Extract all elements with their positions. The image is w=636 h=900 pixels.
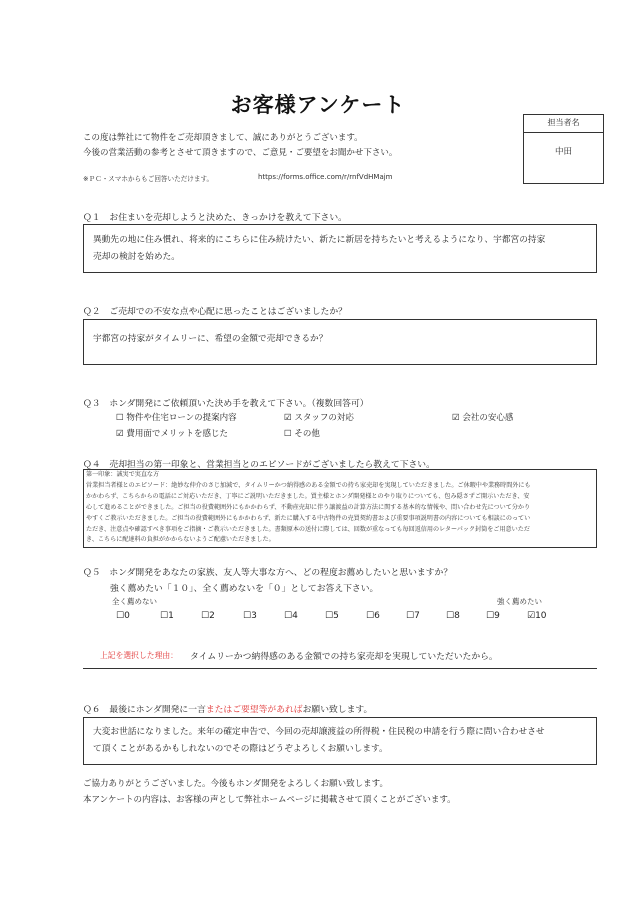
intro-line-1: この度は弊社にて物件をご売却頂きまして、誠にありがとうございます。 (83, 133, 363, 143)
q4-label: Ｑ４ 売却担当の第一印象と、営業担当とのエピソードがございましたら教えて下さい。 (83, 460, 435, 470)
q6-answer-line-1: 大変お世話になりました。来年の確定申告で、今回の売却譲渡益の所得税・住民税の申請を行う際に問い合わせさせ (93, 727, 545, 737)
q4-line: かかわらず、こちらからの電話にご対応いただき、丁寧にご説明いただきました。買主様とホンダ開発様とのやり取りについても、包み隠さずご開示いただき、安 (86, 492, 530, 500)
option-label: 会社の安心感 (462, 413, 514, 423)
q6-label-a: Ｑ６ 最後にホンダ開発に一言 (83, 705, 206, 715)
q4-line: やすくご教示いただきました。ご担当の役費範囲外にもかかわらず、新たに購入する中古物件の売買契約書および重要事項説明書の内容についても相談にのってい (86, 514, 531, 522)
intro-line-2: 今後の営業活動の参考とさせて頂きますので、ご意見・ご要望をお聞かせ下さい。 (83, 148, 398, 158)
staff-header: 担当者名 (524, 115, 603, 133)
q3-option-proposal[interactable] (116, 411, 237, 423)
scale-option-1[interactable] (160, 611, 174, 621)
online-note: ※ＰＣ・スマホからもご回答いただけます。 (83, 175, 214, 183)
q1-answer-line-1: 異動先の地に住み慣れ、将来的にこちらに住み続けたい、新たに新居を持ちたいと考えるようになり、宇都宮の持家 (93, 235, 546, 245)
checkbox-icon: ☐ (446, 611, 455, 621)
q2-answer-box (83, 319, 597, 365)
checkbox-icon: ☐ (201, 611, 210, 621)
scale-number: 8 (454, 611, 460, 621)
checkbox-icon: ☐ (160, 611, 169, 621)
survey-url[interactable]: https://forms.office.com/r/rnfVdHMajm (258, 173, 393, 181)
checkbox-icon: ☐ (366, 611, 375, 621)
q1-answer-box (83, 224, 597, 273)
closing-line-1: ご協力ありがとうございました。今後もホンダ開発をよろしくお願い致します。 (83, 779, 388, 789)
q4-line: 第一印象：誠実で実直な方 (86, 471, 160, 478)
reason-label: 上記を選択した理由： (100, 651, 178, 660)
scale-option-4[interactable] (284, 611, 298, 621)
q2-label: Ｑ２ ご売却での不安な点や心配に思ったことはございましたか？ (83, 307, 347, 317)
q3-option-cost[interactable] (116, 427, 228, 439)
scale-option-5[interactable] (325, 611, 339, 621)
scale-option-10[interactable] (527, 611, 547, 621)
q4-episode-box (83, 469, 597, 548)
checkbox-icon: ☐ (284, 429, 292, 439)
scale-number: 3 (251, 611, 257, 621)
checked-box-icon: ☑ (116, 429, 124, 439)
q5-label-1: Ｑ５ ホンダ開発をあなたの家族、友人等大事な方へ、どの程度お薦めしたいと思いますか？ (83, 568, 453, 578)
scale-number: 2 (209, 611, 215, 621)
q5-label-2: 強く薦めたい「１０」、全く薦めないを「０」としてお答え下さい。 (110, 584, 379, 594)
option-label: 費用面でメリットを感じた (126, 429, 228, 439)
option-label: 物件や住宅ローンの提案内容 (126, 413, 237, 423)
checked-box-icon: ☑ (284, 413, 292, 423)
scale-option-9[interactable] (486, 611, 500, 621)
scale-option-7[interactable] (406, 611, 420, 621)
option-label: スタッフの対応 (294, 413, 354, 423)
option-label: その他 (294, 429, 320, 439)
scale-option-0[interactable] (116, 611, 130, 621)
scale-high-label: 強く薦めたい (497, 597, 542, 606)
page-title: お客様アンケート (230, 93, 406, 117)
q4-line: 営業担当者様とのエピソード：絶妙な仲介のさじ加減で、タイムリーかつ納得感のある金額での持ち家売却を実現していただきました。ご休暇中や業務時間外にも (86, 481, 531, 489)
q4-line: ただき、注意点や確認すべき事項をご指摘・ご教示いただきました。書類原本の送付に際しては、回数が重なっても毎回返信用のレターパック封筒をご用意いただ (86, 525, 530, 533)
q6-label-b: お願い致します。 (302, 705, 373, 715)
q3-label: Ｑ３ ホンダ開発にご依頼頂いた決め手を教えて下さい。（複数回答可） (83, 399, 369, 409)
scale-option-2[interactable] (201, 611, 215, 621)
q3-option-staff[interactable] (284, 411, 354, 423)
checkbox-icon: ☐ (406, 611, 415, 621)
q3-option-company[interactable] (452, 411, 513, 423)
staff-name: 中田 (554, 147, 572, 157)
scale-number: 6 (374, 611, 380, 621)
q6-label (83, 702, 372, 715)
closing-line-2: 本アンケートの内容は、お客様の声として弊社ホームページに掲載させて頂くことがございます。 (83, 795, 456, 805)
checked-box-icon: ☑ (452, 413, 460, 423)
checkbox-icon: ☐ (243, 611, 252, 621)
q3-option-other[interactable] (284, 427, 320, 439)
q4-line: 心して進めることができました。ご担当の役費範囲外にもかかわらず、不動産売却に伴う譲渡益の計算方法に関する基本的な情報や、問い合わせ先について分かり (86, 503, 531, 511)
checkbox-icon: ☐ (116, 611, 125, 621)
reason-text: タイムリーかつ納得感のある金額での持ち家売却を実現していただいたから。 (190, 652, 498, 662)
scale-option-8[interactable] (446, 611, 460, 621)
checkbox-icon: ☐ (116, 413, 124, 423)
scale-number: 10 (535, 611, 547, 621)
checkbox-icon: ☐ (325, 611, 334, 621)
q1-answer-line-2: 売却の検討を始めた。 (93, 252, 180, 262)
scale-number: 1 (168, 611, 174, 621)
staff-box (523, 114, 604, 184)
checkbox-icon: ☐ (284, 611, 293, 621)
scale-number: 5 (333, 611, 339, 621)
scale-low-label: 全く薦めない (112, 597, 157, 606)
scale-number: 7 (414, 611, 420, 621)
checkbox-icon: ☐ (486, 611, 495, 621)
scale-number: 0 (124, 611, 130, 621)
reason-underline (83, 668, 597, 669)
q1-label: Ｑ１ お住まいを売却しようと決めた、きっかけを教えて下さい。 (83, 213, 347, 223)
q6-answer-box (83, 717, 597, 765)
scale-option-3[interactable] (243, 611, 257, 621)
q6-answer-line-2: て頂くことがあるかもしれないのでその際はどうぞよろしくお願いします。 (93, 744, 388, 754)
q4-line: き、こちらに配達料の負担がかからないようご配慮いただきました。 (86, 536, 275, 544)
checked-box-icon: ☑ (527, 611, 536, 621)
scale-number: 4 (292, 611, 298, 621)
q2-answer: 宇都宮の持家がタイムリーに、希望の金額で売却できるか？ (93, 334, 328, 344)
scale-number: 9 (494, 611, 500, 621)
q6-label-red: またはご要望等があれば (205, 705, 303, 715)
scale-option-6[interactable] (366, 611, 380, 621)
